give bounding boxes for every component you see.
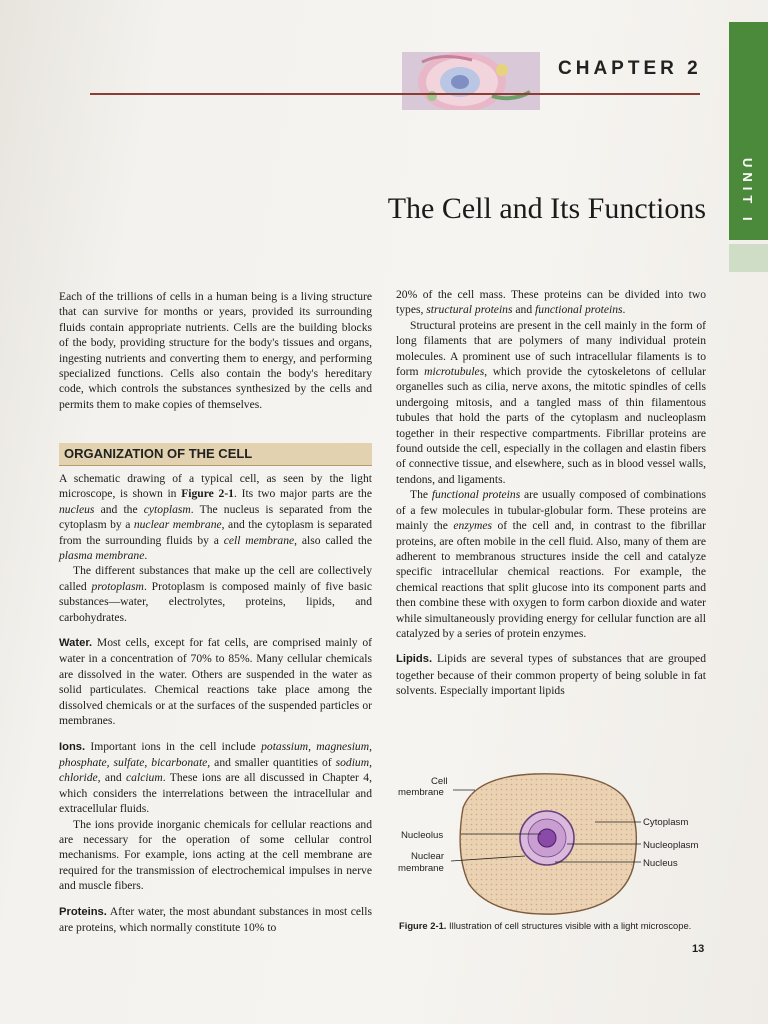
term-enzymes: enzymes [453,519,493,533]
text-run: and [512,303,536,317]
text-run: , and the cytoplasm is separated from the surrounding fluids by a [59,518,373,547]
lipids-paragraph [396,651,706,698]
run-in-heading-lipids: Lipids. [396,653,433,666]
label-nucleolus: Nucleolus [401,830,444,841]
text-run: are usually composed of combinations of a few molecules in tubular-globular form. These proteins are mainly the [396,488,706,533]
term-ion-list: sodium, chloride, [59,755,372,785]
text-run: . Protoplasm is composed mainly of five basic substances—water, electrolytes, proteins, lipids, and carbohydrates. [59,579,373,624]
unit-label: UNIT I [740,158,755,226]
run-in-heading-ions: Ions. [59,740,86,753]
organization-paragraph [59,471,372,563]
structural-proteins-paragraph [396,318,706,487]
text-run: Structural proteins are present in the cell mainly in the form of long filaments that are polymers of many individual protein molecules. A prominent use of such intracellular filaments is to form [396,318,706,379]
text-run: . [144,549,148,563]
text-run: and [100,771,127,785]
protein-types-paragraph [396,287,706,318]
label-cell-membrane-line1: Cell [431,776,448,787]
section-heading-text: ORGANIZATION OF THE CELL [64,446,253,461]
header-rule [90,93,700,95]
text-run: The different substances that make up the cell are collectively called [59,564,372,593]
chapter-title: The Cell and Its Functions [387,192,706,225]
water-paragraph [59,635,372,728]
label-cytoplasm: Cytoplasm [643,817,689,828]
term-cell-membrane: cell membrane [223,533,295,547]
term-functional-proteins: functional proteins [431,488,521,502]
figure-caption [399,920,691,931]
text-run: Lipids are several types of substances that are grouped together because of their common property of being soluble in fat solvents. Especially important lipids [396,652,706,698]
term-structural-proteins: structural proteins [426,303,513,317]
figure-2-1 [395,768,715,918]
intro-text: Each of the trillions of cells in a human being is a living structure that can survive for months or years, provided its surrounding fluids contain appropriate nutrients. Cells are the building blocks of the body, providing structure for the body's tissues and organs, ingesting nutrients and converting them to energy, and performing specialized functions. Cells also contain the body's hereditary code, which controls the substances synthesized by the cells and permits them to make copies of themselves. [59,290,372,411]
text-run: The [410,488,432,502]
text-run: . [622,303,626,317]
text-run: . Its two major parts are the [233,487,372,501]
term-ion-list: potassium, magnesium, phosphate, sulfate, bicarbonate, [59,739,372,769]
run-in-heading-proteins: Proteins. [59,905,107,918]
section-heading [59,443,372,466]
term-nuclear-membrane: nuclear membrane [133,518,222,532]
term-nucleus: nucleus [59,502,95,516]
run-in-heading-water: Water. [59,637,93,650]
term-microtubules: microtubules [424,365,485,379]
cell-illustration-header [402,52,540,110]
text-run: After water, the most abundant substances in most cells are proteins, which normally constitute 10% to [59,904,372,934]
term-protoplasm: protoplasm [91,579,144,593]
label-nuclear-membrane-line1: Nuclear [411,851,445,862]
text-run: and the [94,502,144,516]
term-cytoplasm: cytoplasm [143,502,191,516]
text-run: A schematic drawing of a typical cell, as seen by the light microscope, is shown in [59,472,372,501]
text-run: of the cell and, in contrast to the fibrillar proteins, are often mobile in the cell fluid. Also, many of them are adherent to membranous structures inside the cell and catalyze specific intracellular chemical reactions. For example, the chemical reactions that split glucose into its component parts and then combine these with oxygen to form carbon dioxide and water while simultaneously providing energy for cellular function are all catalyzed by a series of protein enzymes. [396,519,706,640]
text-run: , also called the [294,533,372,547]
label-nucleus: Nucleus [643,858,678,869]
label-nucleoplasm: Nucleoplasm [643,840,699,851]
text-run: 20% of the cell mass. These proteins can be divided into two types, [396,288,706,317]
term-plasma-membrane: plasma membrane [59,549,145,563]
left-column-body [59,471,372,935]
text-run: . These ions are all discussed in Chapter 4, which considers the interrelations between the intracellular and extracellular fluids. [59,771,372,816]
protoplasm-paragraph [59,563,372,625]
nucleolus-shape [538,829,556,847]
figure-reference: Figure 2-1 [181,487,234,501]
right-column-body [396,287,706,699]
caption-text: Illustration of cell structures visible with a light microscope. [446,920,692,931]
term-calcium: calcium [126,771,163,785]
chapter-label: CHAPTER 2 [558,58,702,79]
ions-paragraph-2: The ions provide inorganic chemicals for cellular reactions and are necessary for the operation of some cellular control mechanisms. For example, ions acting at the cell membrane are required for the transmission of electrochemical impulses in nerve and muscle fibers. [59,817,372,893]
label-nuclear-membrane-line2: membrane [398,863,444,874]
ions-paragraph [59,739,372,817]
text-run: and smaller quantities of [210,755,336,769]
unit-tab-lower [729,244,768,272]
text-run: Most cells, except for fat cells, are comprised mainly of water in a concentration of 70% to 85%. Many cellular chemicals are dissolved in the water. Others are suspended in the water as solid particulates. Chemical reactions take place among the dissolved chemicals or at the surfaces of the suspended particles or membranes. [59,636,372,728]
label-cell-membrane-line2: membrane [398,787,444,798]
text-run: Important ions in the cell include [85,739,262,753]
page-number: 13 [692,943,705,955]
intro-paragraph [59,289,372,412]
text-run: . The nucleus is separated from the cytoplasm by a [59,502,372,532]
term-functional-proteins: functional proteins [535,303,623,317]
text-run: , which provide the cytoskeletons of cellular organelles such as cilia, nerve axons, the mitotic spindles of cells undergoing mitosis, and a tangled mass of thin filamentous tubules that hold the parts of the cytoplasm and nucleoplasm together in their respective compartments. Fibrillar proteins are found outside the cell, especially in the collagen and elastin fibers of connective tissue, and elsewhere, such as in blood vessel walls, tendons, and ligaments. [396,365,706,486]
proteins-paragraph [59,904,372,936]
caption-number: Figure 2-1. [399,920,447,931]
functional-proteins-paragraph [396,487,706,641]
